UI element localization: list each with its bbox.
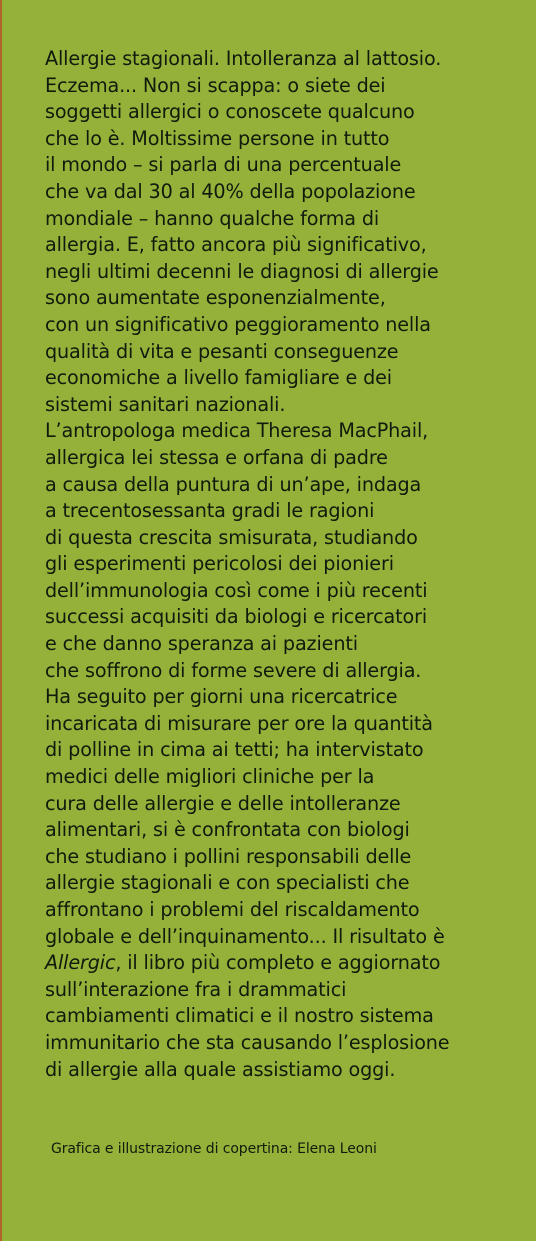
blurb-line: mondiale – hanno qualche forma di <box>45 206 380 230</box>
blurb-line: Ha seguito per giorni una ricercatrice <box>45 685 398 709</box>
blurb-line: successi acquisiti da biologi e ricercatori <box>45 605 427 629</box>
blurb-line: che studiano i pollini responsabili delle <box>45 844 412 868</box>
blurb-line: Allergie stagionali. Intolleranza al lattosio. <box>45 47 442 70</box>
back-cover-blurb <box>45 46 515 1083</box>
blurb-line: che soffrono di forme severe di allergia. <box>45 658 422 682</box>
blurb-line: con un significativo peggioramento nella <box>45 312 431 336</box>
blurb-line: medici delle migliori cliniche per la <box>45 765 375 789</box>
blurb-line: sistemi sanitari nazionali. <box>45 392 286 416</box>
blurb-line: soggetti allergici o conoscete qualcuno <box>45 100 415 124</box>
blurb-line: L’antropologa medica Theresa MacPhail, <box>45 419 429 443</box>
blurb-line: di questa crescita smisurata, studiando <box>45 525 418 549</box>
blurb-line: di allergie alla quale assistiamo oggi. <box>45 1057 396 1081</box>
blurb-line: e che danno speranza ai pazienti <box>45 632 358 656</box>
blurb-line: a trecentosessanta gradi le ragioni <box>45 499 375 523</box>
blurb-line: affrontano i problemi del riscaldamento <box>45 898 420 921</box>
blurb-line: negli ultimi decenni le diagnosi di allergie <box>45 259 439 283</box>
blurb-line: dell’immunologia così come i più recenti <box>45 578 428 602</box>
blurb-line: economiche a livello famigliare e dei <box>45 366 392 390</box>
cover-left-edge <box>0 0 2 1241</box>
blurb-line-text: , il libro più completo e aggiornato <box>115 951 441 975</box>
blurb-line: incaricata di misurare per ore la quantità <box>45 711 433 735</box>
blurb-line: cambiamenti climatici e il nostro sistema <box>45 1004 434 1028</box>
blurb-line: qualità di vita e pesanti conseguenze <box>45 339 399 363</box>
blurb-line: immunitario che sta causando l’esplosione <box>45 1030 450 1054</box>
cover-credit: Grafica e illustrazione di copertina: Elena Leoni <box>51 1141 377 1157</box>
blurb-line: che va dal 30 al 40% della popolazione <box>45 179 416 203</box>
blurb-line: cura delle allergie e delle intolleranze <box>45 791 401 815</box>
blurb-line: sono aumentate esponenzialmente, <box>45 286 386 310</box>
blurb-line: Eczema... Non si scappa: o siete dei <box>45 73 386 97</box>
blurb-line: che lo è. Moltissime persone in tutto <box>45 126 390 150</box>
blurb-line: sull’interazione fra i drammatici <box>45 977 347 1001</box>
blurb-line: gli esperimenti pericolosi dei pionieri <box>45 552 394 576</box>
blurb-line: globale e dell’inquinamento... Il risultato è <box>45 924 445 948</box>
blurb-line: di polline in cima ai tetti; ha intervistato <box>45 738 424 762</box>
book-title: Allergic <box>45 951 116 975</box>
blurb-line: allergica lei stessa e orfana di padre <box>45 445 388 469</box>
blurb-line: allergia. E, fatto ancora più significativo, <box>45 233 427 257</box>
blurb-line: allergie stagionali e con specialisti che <box>45 871 410 895</box>
blurb-line: il mondo – si parla di una percentuale <box>45 153 402 177</box>
blurb-line: a causa della puntura di un’ape, indaga <box>45 472 422 496</box>
blurb-line: alimentari, si è confrontata con biologi <box>45 818 410 842</box>
blurb-line <box>45 950 515 977</box>
